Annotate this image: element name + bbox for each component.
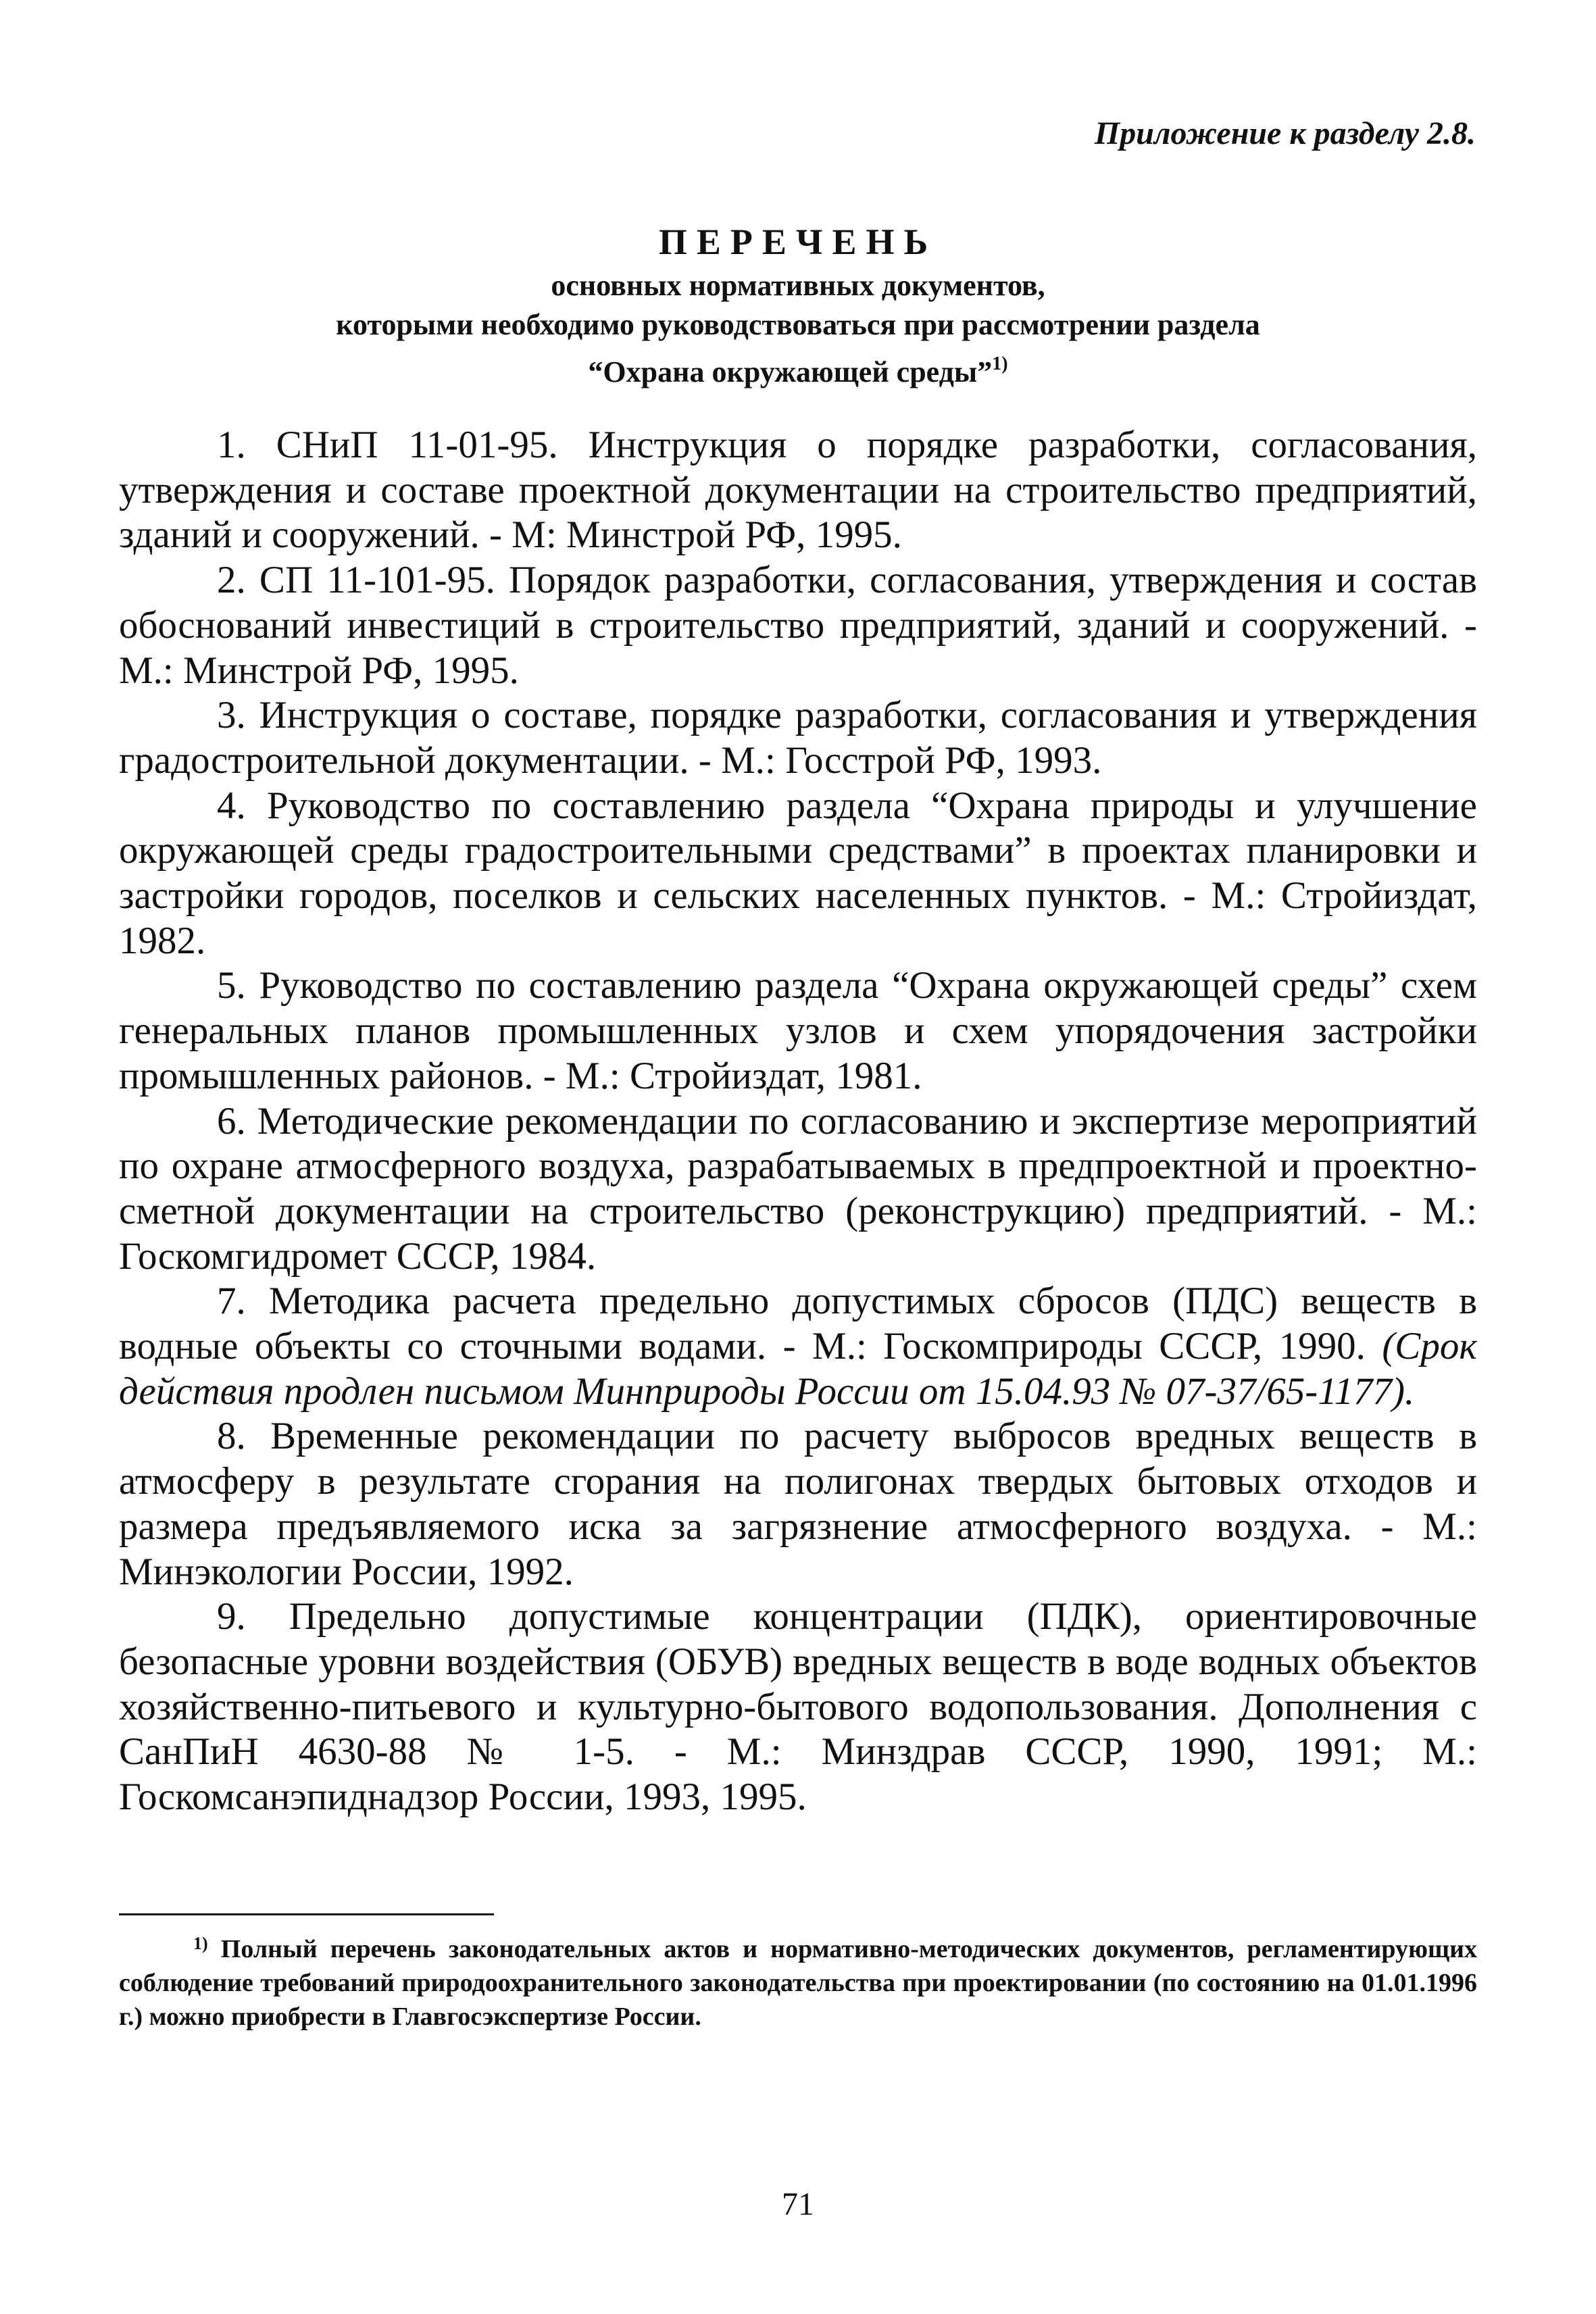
heading-title: ПЕРЕЧЕНЬ [658,222,938,262]
list-item-note: (Срок действия продлен письмом Минприроды России от 15.04.93 № 07-37/65-1177). [119,1325,1477,1413]
list-item: 5. Руководство по составлению раздела “Охрана окружающей среды” схем генеральных планов промышленных узлов и схем упорядочения застройки промышленных районов. - М.: Стройиздат, 1981. [119,964,1477,1097]
heading-line-3-text: “Охрана окружающей среды” [588,355,993,388]
document-heading [119,218,1477,392]
heading-line-3 [119,345,1477,392]
list-item: 8. Временные рекомендации по расчету выбросов вредных веществ в атмосферу в результате сгорания на полигонах твердых бытовых отходов и размера предъявляемого иска за загрязнение атмосферного воздуха. - М.: Минэкологии России, 1992. [119,1415,1477,1593]
list-item: 9. Предельно допустимые концентрации (ПДК), ориентировочные безопасные уровни воздействия (ОБУВ) вредных веществ в воде водных объектов хозяйственно-питьевого и культурно-бытового водопользования. Дополнения с СанПиН 4630-88 № 1-5. - М.: Минздрав СССР, 1990, 1991; М.: Госкомсанэпиднадзор России, 1993, 1995. [119,1595,1477,1819]
heading-line-1: основных нормативных документов, [551,269,1045,302]
list-item: 6. Методические рекомендации по согласованию и экспертизе мероприятий по охране атмосферного воздуха, разрабатываемых в предпроектной и проектно-сметной документации на строительство (реконструкцию) предприятий. - М.: Госкомгидромет СССР, 1984. [119,1099,1477,1278]
list-item: 3. Инструкция о составе, порядке разработки, согласования и утверждения градостроительной документации. - М.: Госстрой РФ, 1993. [119,694,1477,782]
footnote-divider [119,1913,494,1915]
appendix-note: Приложение к разделу 2.8. [1094,116,1476,151]
footnote-mark: 1) [193,1934,208,1953]
document-list [119,423,1477,1820]
list-item [119,1279,1477,1414]
page-number: 71 [782,2186,814,2222]
heading-line-2: которыми необходимо руководствоваться при рассмотрении раздела [336,308,1260,341]
list-item: 1. СНиП 11-01-95. Инструкция о порядке разработки, согласования, утверждения и составе проектной документации на строительство предприятий, зданий и сооружений. - М: Минстрой РФ, 1995. [119,424,1477,557]
list-item: 2. СП 11-101-95. Порядок разработки, согласования, утверждения и состав обоснований инвестиций в строительство предприятий, зданий и сооружений. - М.: Минстрой РФ, 1995. [119,559,1477,692]
footnote [119,1927,1477,2034]
heading-footnote-mark: 1) [992,353,1008,374]
list-item: 4. Руководство по составлению раздела “Охрана природы и улучшение окружающей среды градостроительными средствами” в проектах планировки и застройки городов, поселков и сельских населенных пунктов. - М.: Стройиздат, 1982. [119,784,1477,962]
footnote-text: Полный перечень законодательных актов и нормативно-методических документов, регламентирующих соблюдение требований природоохранительного законодательства при проектировании (по состоянию на 01.01.1996 г.) можно приобрести в Главгосэкспертизе России. [119,1935,1477,2031]
list-item-text: 7. Методика расчета предельно допустимых сбросов (ПДС) веществ в водные объекты со сточными водами. - М.: Госкомприроды СССР, 1990. [119,1280,1477,1368]
